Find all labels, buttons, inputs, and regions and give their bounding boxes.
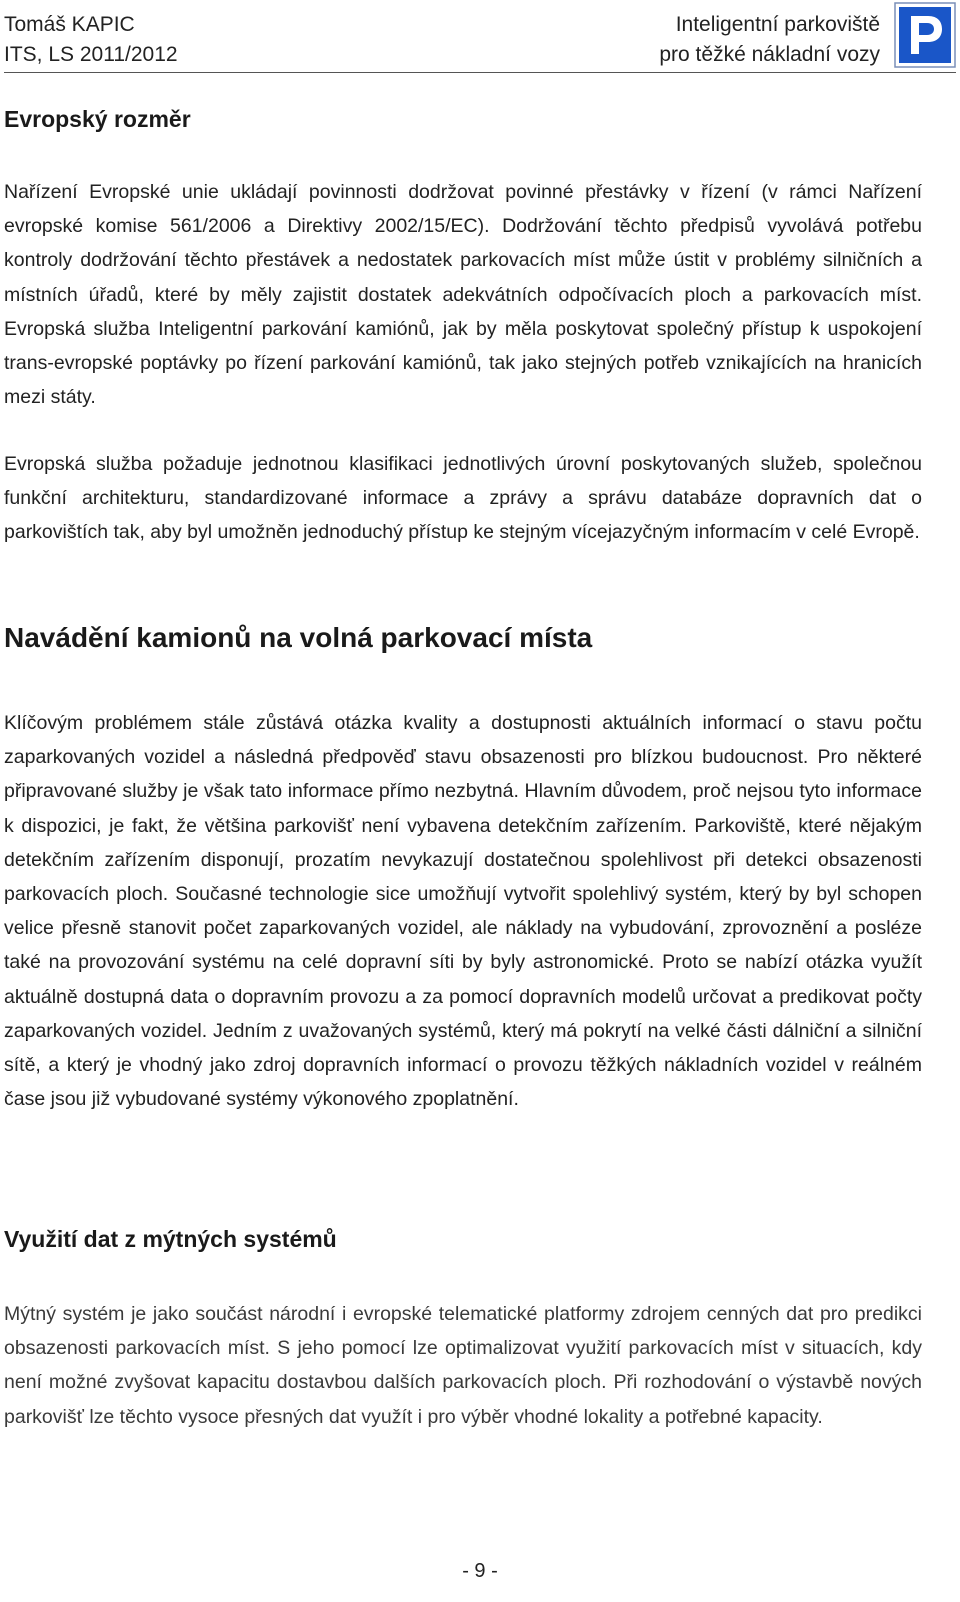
- page-header: [0, 0, 960, 74]
- paragraph-key-problem: Klíčovým problémem stále zůstává otázka kvality a dostupnosti aktuálních informací o stavu počtu zaparkovaných vozidel a následná předpověď stavu obsazenosti pro blízkou budoucnost. Pro některé připravované služby je však tato informace přímo nezbytná. Hlavním důvodem, proč nejsou tyto informace k dispozici, je fakt, že většina parkovišť není vybavena detekčním zařízením. Parkoviště, které nějakým detekčním zařízením disponují, prozatím nevykazují dostatečnou spolehlivost při detekci obsazenosti parkovacích ploch. Současné technologie sice umožňují vytvořit spolehlivý systém, který by byl schopen velice přesně stanovit počet zaparkovaných vozidel, ale náklady na vybudování, zprovoznění a posléze také na provozování systému na celé dopravní síti by byly astronomické. Proto se nabízí otázka využít aktuálně dostupná data o dopravním provozu a za pomocí dopravních modelů určovat a predikovat počty zaparkovaných vozidel. Jedním z uvažovaných systémů, který má pokrytí na velké části dálniční a silniční sítě, a který je vhodný jako zdroj dopravních informací o provozu těžkých nákladních vozidel v reálném čase jsou již vybudované systémy výkonového zpoplatnění.: [4, 712, 922, 1111]
- section-heading-toll-data: Využití dat z mýtných systémů: [4, 1226, 337, 1252]
- parking-logo-icon: [894, 2, 956, 68]
- header-divider: [4, 72, 956, 73]
- paragraph-regulations: Nařízení Evropské unie ukládají povinnosti dodržovat povinné přestávky v řízení (v rámci Nařízení evropské komise 561/2006 a Direktivy 2002/15/EC). Dodržování těchto předpisů vyvolává potřebu kontroly dodržování těchto přestávek a nedostatek parkovacích míst může ústit v problémy silničních a místních úřadů, které by měly zajistit dostatek adekvátních odpočívacích ploch a parkovacích míst. Evropská služba Inteligentní parkování kamiónů, jak by měla poskytovat společný přístup k uspokojení trans-evropské poptávky po řízení parkování kamiónů, tak jako stejných potřeb vznikajících na hranicích mezi státy.: [4, 181, 922, 409]
- header-title-line1: Inteligentní parkoviště: [675, 13, 880, 36]
- header-course: ITS, LS 2011/2012: [4, 43, 178, 66]
- header-author: Tomáš KAPIC: [4, 13, 135, 36]
- paragraph-european-service: Evropská služba požaduje jednotnou klasifikaci jednotlivých úrovní poskytovaných služeb, společnou funkční architekturu, standardizované informace a zprávy a správu databáze dopravních dat o parkovištích tak, aby byl umožněn jednoduchý přístup ke stejným vícejazyčným informacím v celé Evropě.: [4, 453, 922, 544]
- section-heading-european-dimension: Evropský rozměr: [4, 106, 191, 132]
- header-left: [4, 10, 178, 70]
- paragraph-toll-system: Mýtný systém je jako součást národní i evropské telematické platformy zdrojem cenných dat pro predikci obsazenosti parkovacích míst. S jeho pomocí lze optimalizovat využití parkovacích míst v situacích, kdy není možné zvyšovat kapacitu dostavbou dalších parkovacích ploch. Při rozhodování o výstavbě nových parkovišť lze těchto vysoce přesných dat využít i pro výběr vhodné lokality a potřebné kapacity.: [4, 1303, 922, 1428]
- page-number: - 9 -: [462, 1560, 498, 1582]
- header-right: [659, 10, 880, 70]
- header-title-line2: pro těžké nákladní vozy: [659, 43, 880, 66]
- section-heading-truck-navigation: Navádění kamionů na volná parkovací místa: [4, 622, 593, 653]
